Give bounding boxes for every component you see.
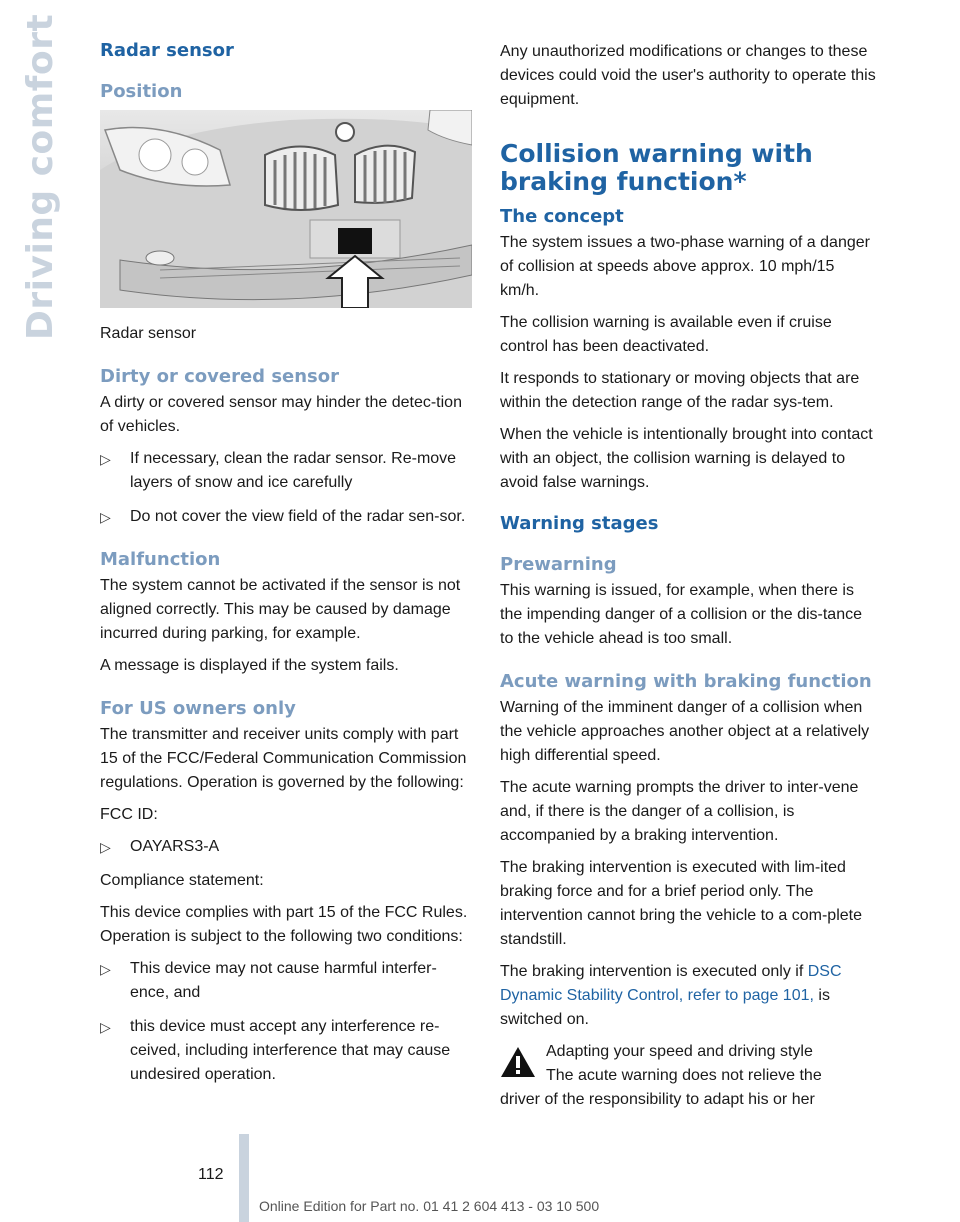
chapter-side-tab: [20, 13, 61, 340]
malfunction-text-2: A message is displayed if the system fails.: [100, 657, 399, 674]
warning-triangle-icon: [500, 1046, 536, 1078]
left-column: [100, 40, 472, 1097]
concept-heading: The concept: [500, 206, 624, 227]
us-owners-text: The transmitter and receiver units comply with part 15 of the FCC/Federal Communication Commission regulations. Operation is governed by the following:: [100, 726, 467, 791]
footer-divider: [239, 1134, 249, 1222]
warning-note: [500, 1040, 876, 1112]
triangle-bullet-icon: ▷: [100, 509, 111, 525]
acute-warning-heading: Acute warning with braking function: [500, 671, 872, 692]
concept-text-4: When the vehicle is intentionally brought into contact with an object, the collision warning is delayed to avoid false warnings.: [500, 426, 873, 491]
modifications-text: Any unauthorized modifications or changes to these devices could void the user's authority to operate this equipment.: [500, 43, 876, 108]
radar-sensor-car-image: [100, 110, 472, 308]
collision-warning-heading: Collision warning with braking function*: [500, 139, 813, 196]
us-owners-heading: For US owners only: [100, 698, 296, 719]
list-item: ▷ this device must accept any interference re-ceived, including interference that may cause undesired operation.: [100, 1015, 472, 1087]
triangle-bullet-icon: ▷: [100, 1019, 111, 1035]
list-item: ▷ This device may not cause harmful interfer-ence, and: [100, 957, 472, 1005]
warning-title: Adapting your speed and driving style: [546, 1043, 813, 1060]
acute-text-2: The acute warning prompts the driver to inter-vene and, if there is the danger of a collision, is accompanied by a braking intervention.: [500, 779, 859, 844]
list-item: ▷ If necessary, clean the radar sensor. Re-move layers of snow and ice carefully: [100, 447, 472, 495]
compliance-label: Compliance statement:: [100, 872, 264, 889]
dsc-page-link[interactable]: DSC Dynamic Stability Control, refer to page 101,: [500, 963, 842, 1004]
fcc-label: FCC ID:: [100, 806, 158, 823]
concept-text-1: The system issues a two-phase warning of a danger of collision at speeds above approx. 10 mph/15 km/h.: [500, 234, 870, 299]
acute-text-3: The braking intervention is executed with lim-ited braking force and for a brief period only. The intervention cannot bring the vehicle to a com-plete standstill.: [500, 859, 862, 948]
page-number: 112: [198, 1166, 224, 1183]
acute-text-4: The braking intervention is executed only if DSC Dynamic Stability Control, refer to page 101, is switched on.: [500, 963, 842, 1028]
concept-text-3: It responds to stationary or moving objects that are within the detection range of the radar sys-tem.: [500, 370, 860, 411]
section-title: Radar sensor: [100, 40, 234, 61]
right-column: [500, 40, 876, 1112]
list-item: ▷ Do not cover the view field of the radar sen-sor.: [100, 505, 472, 529]
triangle-bullet-icon: ▷: [100, 451, 111, 467]
compliance-text: This device complies with part 15 of the FCC Rules. Operation is subject to the following two conditions:: [100, 904, 468, 945]
triangle-bullet-icon: ▷: [100, 839, 111, 855]
image-caption: Radar sensor: [100, 325, 197, 342]
list-item: ▷ OAYARS3-A: [100, 835, 472, 859]
chapter-title: Driving comfort: [20, 13, 61, 340]
position-heading: Position: [100, 81, 183, 102]
malfunction-heading: Malfunction: [100, 549, 221, 570]
prewarning-heading: Prewarning: [500, 554, 617, 575]
edition-note: Online Edition for Part no. 01 41 2 604 413 - 03 10 500: [259, 1198, 600, 1214]
prewarning-text: This warning is issued, for example, when there is the impending danger of a collision or the dis-tance to the vehicle ahead is too small.: [500, 582, 862, 647]
triangle-bullet-icon: ▷: [100, 961, 111, 977]
dirty-sensor-text: A dirty or covered sensor may hinder the detec-tion of vehicles.: [100, 394, 462, 435]
dirty-sensor-heading: Dirty or covered sensor: [100, 366, 340, 387]
concept-text-2: The collision warning is available even if cruise control has been deactivated.: [500, 314, 832, 355]
warning-line-2: The acute warning does not relieve the: [546, 1067, 822, 1084]
warning-line-3: driver of the responsibility to adapt his or her: [500, 1091, 815, 1108]
malfunction-text: The system cannot be activated if the sensor is not aligned correctly. This may be caused by damage incurred during parking, for example.: [100, 577, 461, 642]
acute-text-1: Warning of the imminent danger of a collision when the vehicle approaches another object at a relatively high differential speed.: [500, 699, 870, 764]
warning-stages-heading: Warning stages: [500, 513, 659, 534]
